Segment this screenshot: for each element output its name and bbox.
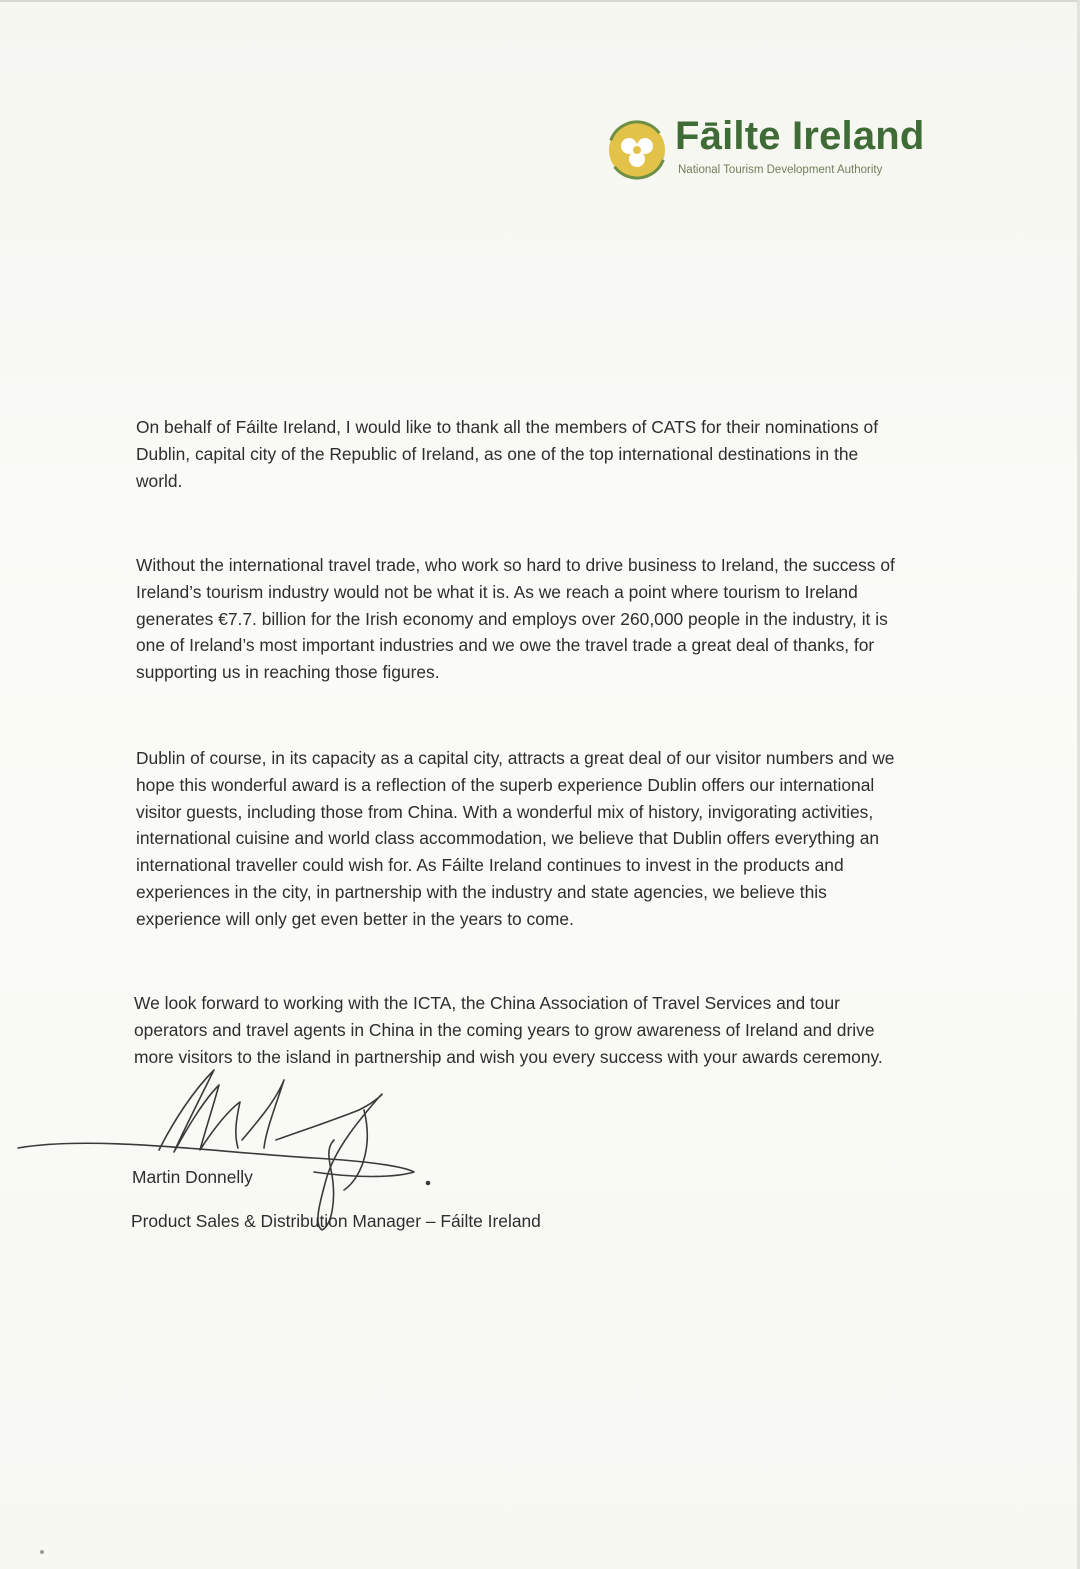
letter-paragraph-4: We look forward to working with the ICTA, the China Association of Travel Services and tour operators and travel agents in China in the coming years to grow awareness of Ireland and drive more visitors to the island in partnership and wish you every success with your awards ceremony.	[134, 993, 883, 1067]
signatory-title: Product Sales & Distribution Manager – Fáilte Ireland	[131, 1211, 541, 1231]
paper-speck	[40, 1550, 44, 1554]
letter-paragraph-1: On behalf of Fáilte Ireland, I would like to thank all the members of CATS for their nominations of Dublin, capital city of the Republic of Ireland, as one of the top international destinations in the world.	[136, 417, 879, 491]
page-top-edge	[0, 0, 1080, 2]
organisation-name: Fāilte Ireland	[675, 114, 925, 158]
letter-paragraph-3: Dublin of course, in its capacity as a capital city, attracts a great deal of our visitor numbers and we hope this wonderful award is a reflection of the superb experience Dublin offers our international visitor guests, including those from China. With a wonderful mix of history, invigorating activities, international cuisine and world class accommodation, we believe that Dublin offers everything an international traveller could wish for. As Fáilte Ireland continues to invest in the products and experiences in the city, in partnership with the industry and state agencies, we believe this experience will only get even better in the years to come.	[136, 748, 895, 929]
organisation-tagline: National Tourism Development Authority	[678, 164, 883, 176]
letterhead-logo	[607, 112, 937, 192]
letter-paragraph-2: Without the international travel trade, who work so hard to drive business to Ireland, the success of Ireland’s tourism industry would not be what it is. As we reach a point where tourism to Ireland generates €7.7. billion for the Irish economy and employs over 260,000 people in the industry, it is one of Ireland’s most important industries and we owe the travel trade a great deal of thanks, for supporting us in reaching those figures.	[136, 555, 895, 683]
shamrock-logo-icon	[607, 120, 667, 180]
signatory-name: Martin Donnelly	[132, 1167, 253, 1187]
